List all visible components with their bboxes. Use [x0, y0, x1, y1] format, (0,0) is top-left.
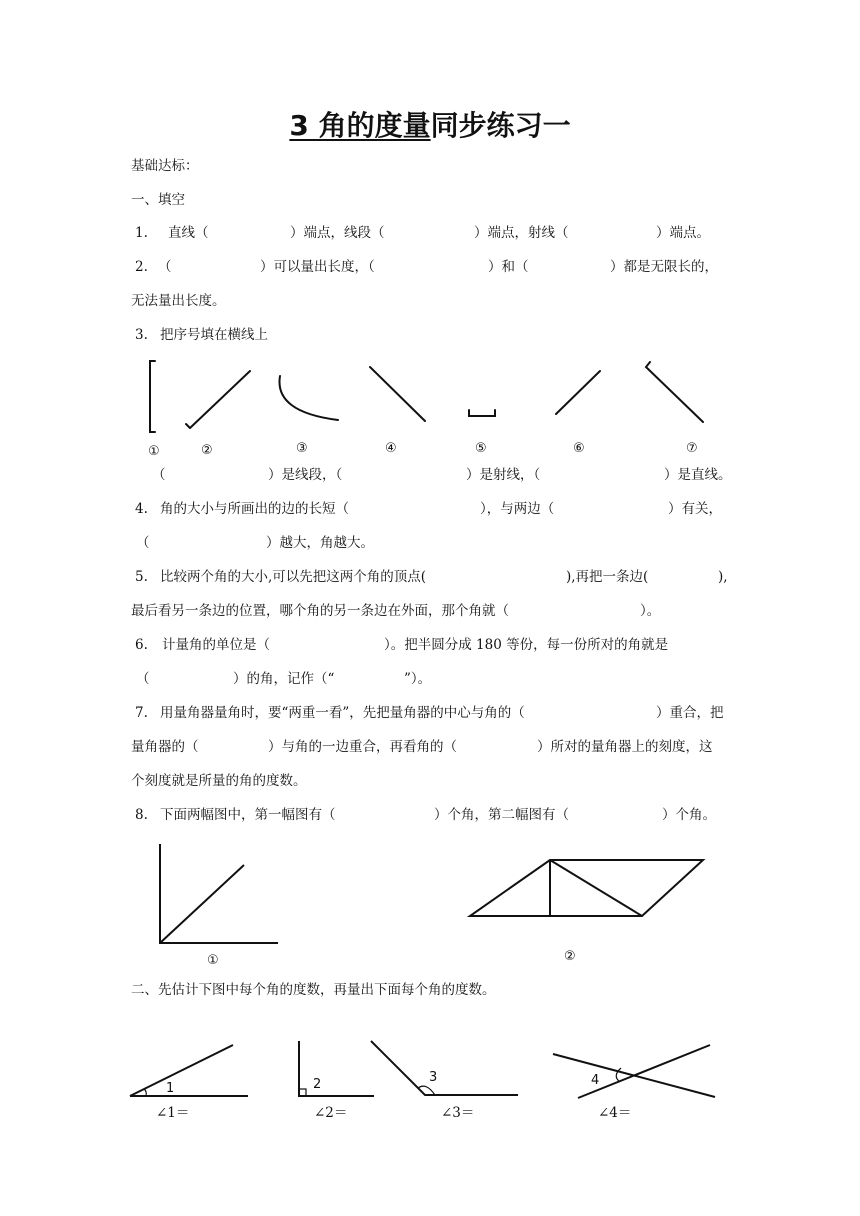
- q3-part-d: ）是直线。: [664, 467, 732, 483]
- shape-7-ray: [646, 362, 703, 422]
- q4-part-c: ）有关，: [668, 501, 722, 517]
- q7-part-f: 个刻度就是所量的角的度数。: [131, 773, 307, 789]
- q2-part-c: ）和（: [488, 259, 529, 275]
- q2-number: 2.: [135, 259, 148, 275]
- q8-part-c: ）个角。: [662, 807, 716, 823]
- q7-part-e: ）所对的量角器上的刻度，这: [537, 739, 713, 755]
- angle-3-mark: 3: [429, 1070, 438, 1085]
- shape-label-6: ⑥: [573, 441, 585, 456]
- angle-1: [130, 1045, 248, 1096]
- shape-label-3: ③: [296, 441, 308, 456]
- figure-1-angles: [160, 844, 278, 943]
- q3-part-b: ）是线段，（: [268, 467, 343, 483]
- shape-1-segment: [150, 361, 155, 432]
- q5-number: 5.: [135, 569, 148, 585]
- q7-part-d: ）与角的一边重合，再看角的（: [268, 739, 457, 755]
- q3-part-a: （: [152, 467, 166, 483]
- angle-2-right-mark: [299, 1089, 306, 1096]
- q6-part-d: ）的角，记作（“: [233, 671, 335, 687]
- section-basic: 基础达标：: [131, 158, 199, 174]
- q7-part-c: 量角器的（: [131, 739, 199, 755]
- q3-number: 3.: [135, 327, 148, 343]
- shape-label-7: ⑦: [686, 441, 698, 456]
- q3-part-c: ）是射线，（: [466, 467, 541, 483]
- q1-number: 1.: [135, 225, 148, 241]
- title-rest: 同步练习一: [430, 109, 571, 142]
- angle-1-answer: ∠1＝: [156, 1105, 190, 1121]
- q8-number: 8.: [135, 807, 148, 823]
- q5-part-c: ),: [718, 569, 728, 585]
- q2-part-b: ）可以量出长度，（: [260, 259, 375, 275]
- shape-3-curve: [279, 376, 338, 420]
- q4-part-a: 角的大小与所画出的边的长短（: [160, 501, 349, 517]
- angle-2: [299, 1041, 374, 1096]
- q7-part-b: ）重合，把: [656, 705, 724, 721]
- q3-text: 把序号填在横线上: [160, 327, 268, 343]
- title-underlined: 3 角的度量: [289, 109, 431, 142]
- q5-part-d: 最后看另一条边的位置，哪个角的另一条边在外面，那个角就（: [131, 603, 509, 619]
- q5-part-e: ）。: [640, 603, 661, 619]
- shape-label-2: ②: [201, 443, 213, 458]
- q4-part-b: ），与两边（: [480, 501, 555, 517]
- q6-part-b: ）。把半圆分成 180 等份，每一份所对的角就是: [384, 637, 669, 653]
- angle-3-answer: ∠3＝: [441, 1105, 475, 1121]
- angle-4-answer: ∠4＝: [598, 1105, 632, 1121]
- angle-4: [553, 1045, 715, 1098]
- q6-part-c: （: [136, 671, 150, 687]
- q8-part-b: ）个角，第二幅图有（: [434, 807, 569, 823]
- shape-4-line: [370, 367, 425, 421]
- q1-part-a: 直线（: [168, 225, 209, 241]
- q2-part-d: ）都是无限长的，: [610, 259, 718, 275]
- shape-5-segment: [469, 410, 495, 416]
- q1-part-c: ）端点，射线（: [474, 225, 569, 241]
- q7-part-a: 用量角器量角时，要“两重一看”，先把量角器的中心与角的（: [160, 705, 525, 721]
- angle-2-answer: ∠2＝: [314, 1105, 348, 1121]
- figure-label-2: ②: [564, 949, 576, 964]
- q6-part-a: 计量角的单位是（: [162, 637, 270, 653]
- q2-part-a: （: [158, 259, 172, 275]
- q1-part-b: ）端点，线段（: [290, 225, 385, 241]
- shape-label-5: ⑤: [475, 441, 487, 456]
- angle-3: [371, 1041, 518, 1095]
- q4-number: 4.: [135, 501, 148, 517]
- angle-2-mark: 2: [313, 1077, 322, 1092]
- q8-part-a: 下面两幅图中，第一幅图有（: [160, 807, 336, 823]
- shape-2-ray: [186, 371, 250, 428]
- shape-label-4: ④: [385, 441, 397, 456]
- q7-number: 7.: [135, 705, 148, 721]
- figure-2-parallelogram: [470, 860, 703, 916]
- shape-label-1: ①: [148, 444, 160, 459]
- q2-part-e: 无法量出长度。: [131, 293, 226, 309]
- q6-part-e: ”）。: [404, 671, 432, 687]
- q6-number: 6.: [135, 637, 148, 653]
- q4-part-e: ）越大，角越大。: [266, 535, 374, 551]
- part1-heading: 一、填空: [131, 192, 185, 208]
- q4-part-d: （: [136, 535, 150, 551]
- part2-heading: 二、先估计下图中每个角的度数，再量出下面每个角的度数。: [131, 982, 496, 998]
- shape-6-ray: [556, 371, 600, 414]
- q5-part-a: 比较两个角的大小,可以先把这两个角的顶点(: [160, 569, 427, 585]
- angle-1-mark: 1: [166, 1081, 175, 1096]
- q1-part-d: ）端点。: [656, 225, 710, 241]
- figure-label-1: ①: [207, 953, 219, 968]
- angle-1-arc: [144, 1089, 146, 1096]
- q5-part-b: ),再把一条边(: [566, 569, 649, 585]
- angle-4-mark: 4: [591, 1073, 600, 1088]
